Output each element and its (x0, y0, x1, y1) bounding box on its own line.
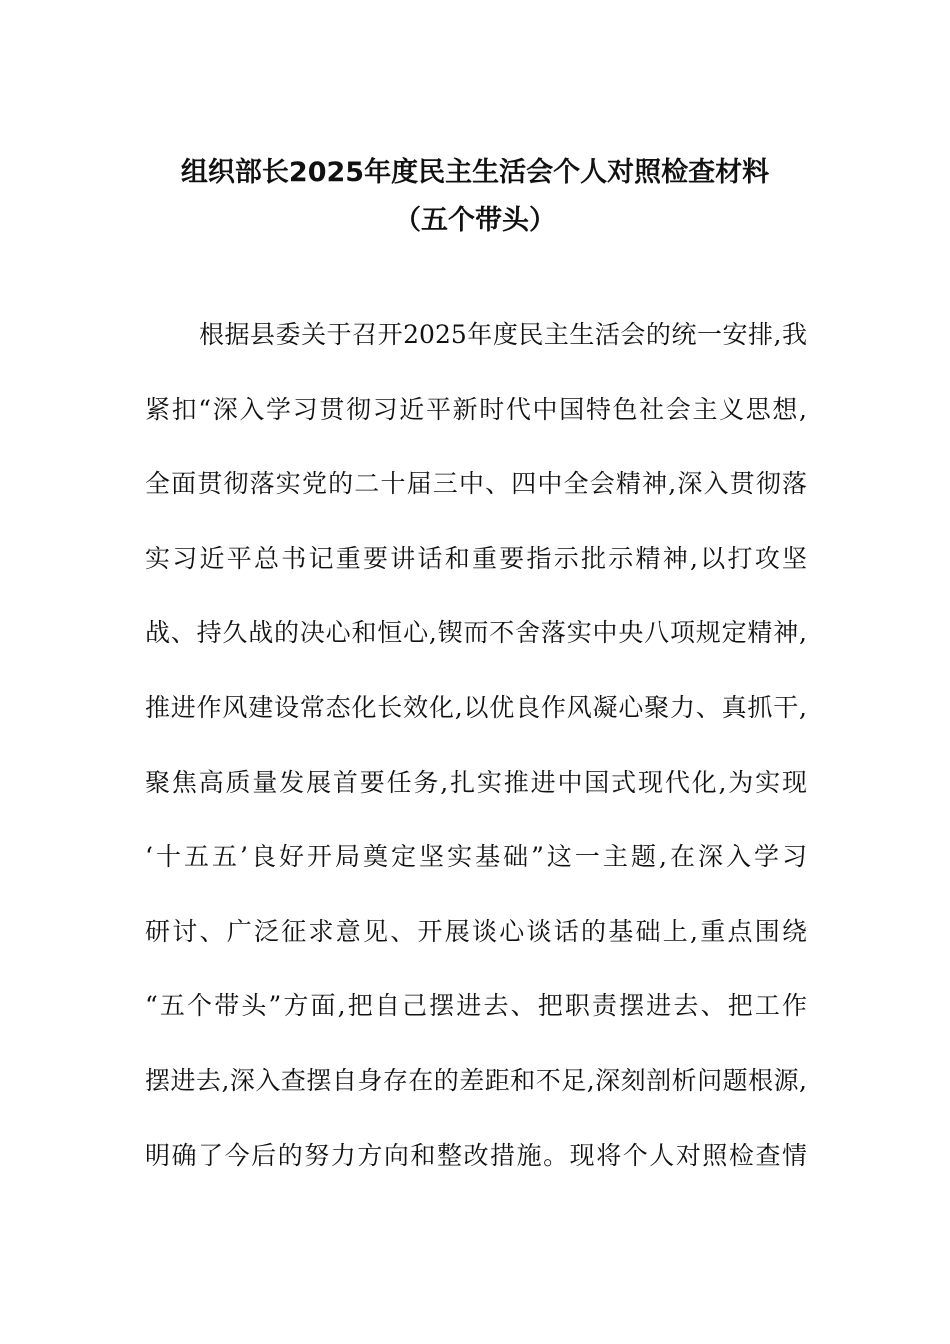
document-subtitle: （五个带头） (394, 205, 556, 236)
paragraph-line: 全面贯彻落实党的二十届三中、四中全会精神,深入贯彻落 (145, 469, 807, 499)
paragraph-line: ‘十五五’良好开局奠定坚实基础”这一主题,在深入学习 (145, 842, 807, 872)
paragraph-line: “五个带头”方面,把自己摆进去、把职责摆进去、把工作 (145, 991, 807, 1021)
document-title: 组织部长2025年度民主生活会个人对照检查材料 (180, 157, 770, 188)
paragraph-line: 明确了今后的努力方向和整改措施。现将个人对照检查情 (145, 1140, 807, 1170)
paragraph-line: 推进作风建设常态化长效化,以优良作风凝心聚力、真抓干, (145, 692, 807, 722)
paragraph-line: 摆进去,深入查摆自身存在的差距和不足,深刻剖析问题根源, (145, 1065, 807, 1095)
body-paragraph (145, 318, 807, 1213)
paragraph-line: 战、持久战的决心和恒心,锲而不舍落实中央八项规定精神, (145, 618, 807, 648)
paragraph-line: 根据县委关于召开2025年度民主生活会的统一安排,我 (199, 320, 807, 349)
paragraph-line: 紧扣“深入学习贯彻习近平新时代中国特色社会主义思想, (145, 394, 807, 424)
paragraph-line: 研讨、广泛征求意见、开展谈心谈话的基础上,重点围绕 (145, 916, 807, 946)
paragraph-line: 聚焦高质量发展首要任务,扎实推进中国式现代化,为实现 (145, 767, 807, 797)
paragraph-line: 实习近平总书记重要讲话和重要指示批示精神,以打攻坚 (145, 543, 807, 573)
